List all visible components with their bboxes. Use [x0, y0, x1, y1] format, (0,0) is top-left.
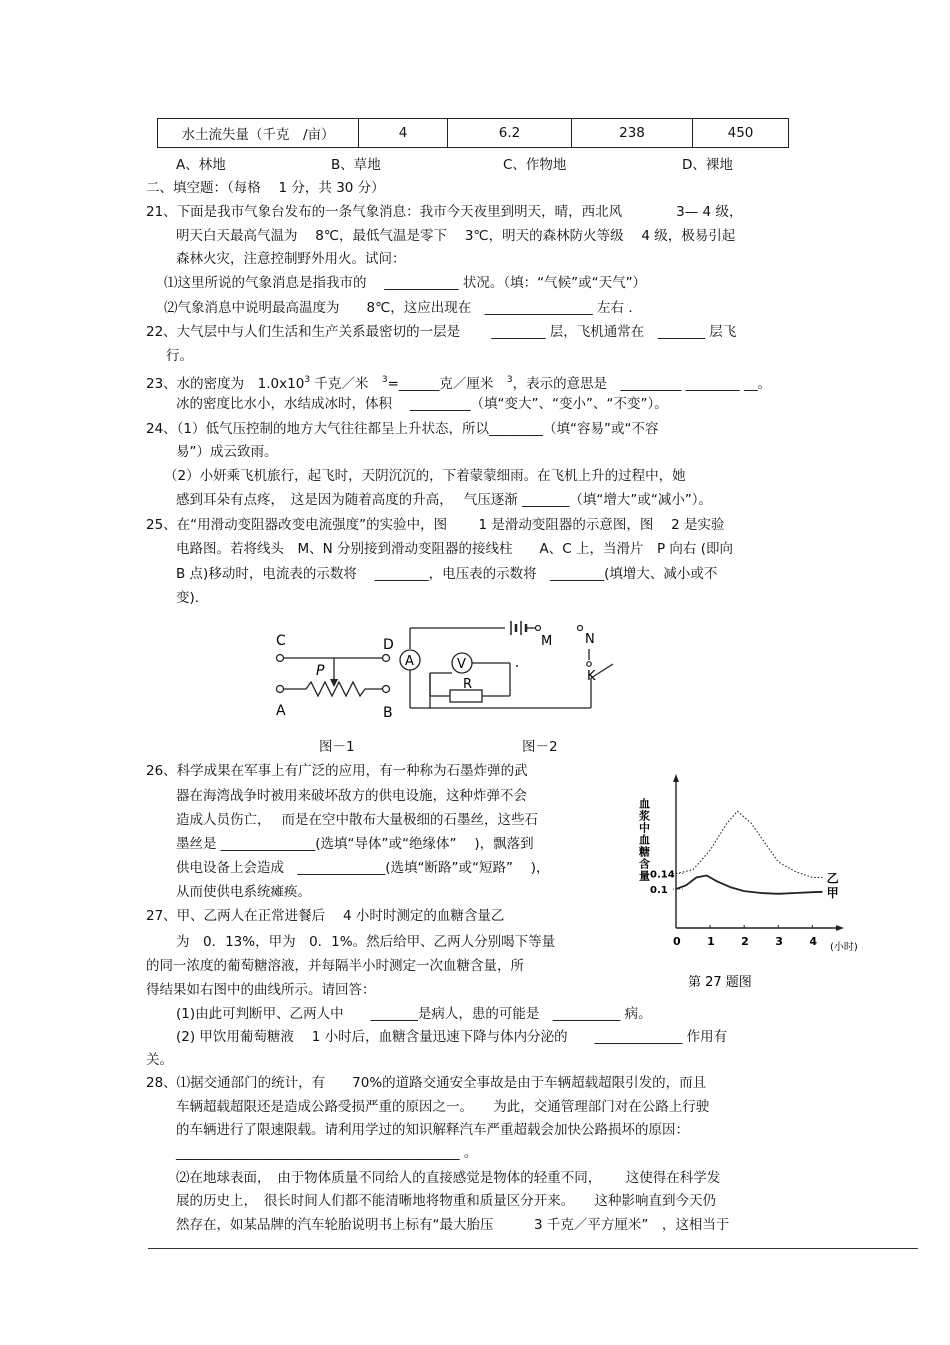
y-axis-arrow: [673, 774, 679, 782]
q26-line4: 墨丝是 ______________(选填“导体”或“绝缘体” )，飘落到: [176, 836, 534, 852]
q25-line2: 电路图。若将线头 M、N 分别接到滑动变阻器的接线柱 A、C 上，当滑片 P 向右 (即向: [176, 541, 733, 557]
q28-answer-blank: __________________________________________ 。: [176, 1145, 478, 1161]
y-axis-label: 血浆中血糖含量: [637, 798, 651, 882]
q28-line1: 28、⑴据交通部门的统计，有 70%的道路交通安全事故是由于车辆超载超限引发的，而且: [146, 1075, 707, 1091]
voltmeter-label: V: [457, 657, 466, 672]
resistor-r-label: R: [463, 677, 473, 692]
q21-sub2: ⑵气象消息中说明最高温度为 8℃，这应出现在 ________________ 左右 .: [164, 300, 633, 316]
q28-sub2-line1: ⑵在地球表面， 由于物体质量不同给人的直接感觉是物体的轻重不同， 这使得在科学发: [176, 1170, 721, 1186]
blood-sugar-chart: [626, 770, 860, 998]
q24-line4: 感到耳朵有点疼， 这是因为随着高度的升高， 气压逐渐 _______（填“增大”或“减小”）。: [176, 492, 713, 508]
table-cell: 6.2: [448, 119, 572, 147]
terminal-d-label: D: [383, 637, 394, 653]
q21-line3: 森林火灾，注意控制野外用火。试问：: [176, 251, 406, 267]
q21-line2: 明天白天最高气温为 8℃，最低气温是零下 3℃，明天的森林防火等级 4 级，极易引起: [176, 228, 736, 244]
chart-caption: 第 27 题图: [688, 975, 752, 990]
figure-1-caption: 图－1: [319, 739, 355, 755]
q27-sub1: (1)由此可判断甲、乙两人中 _______是病人，患的可能是 __________ 病。: [176, 1006, 652, 1022]
series-line-乙: [676, 811, 823, 877]
option-c: C、作物地: [503, 157, 567, 173]
q26-line6: 从而使供电系统瘫痪。: [176, 884, 311, 900]
table-cell: 450: [727, 125, 754, 141]
q27-line2: 为 0．13%，甲为 0．1%。然后给甲、乙两人分别喝下等量: [176, 934, 556, 950]
q24-line3: （2）小妍乘飞机旅行，起飞时，天阴沉沉的，下着蒙蒙细雨。在飞机上升的过程中，她: [164, 468, 686, 484]
footer-rule: [148, 1248, 918, 1249]
q27-sub2-end: 关。: [146, 1052, 173, 1068]
q28-line2: 车辆超载超限还是造成公路受损严重的原因之一。 为此，交通管理部门对在公路上行驶: [176, 1099, 710, 1115]
q21-line1: 21、下面是我市气象台发布的一条气象消息：我市今天夜里到明天，晴，西北风 3— 4 级，: [146, 204, 743, 220]
x-tick-label: 3: [775, 935, 783, 948]
figure-2-caption: 图－2: [522, 739, 558, 755]
series-label-乙: 乙: [826, 871, 839, 886]
q24-line2: 易”）成云致雨。: [176, 444, 278, 460]
switch-k-label: K: [587, 669, 596, 684]
q26-line5: 供电设备上会造成 _____________(选填“断路”或“短路” )，: [176, 860, 550, 876]
q26-line2: 器在海湾战争时被用来破坏敌方的供电设施，这种炸弹不会: [176, 788, 527, 804]
y-tick-label: 0.1: [650, 885, 668, 897]
q24-line1: 24、（1）低气压控制的地方大气往往都呈上升状态，所以________（填“容易”或“不容: [146, 421, 659, 437]
x-tick-label: 1: [707, 935, 715, 948]
q28-sub2-line2: 展的历史上， 很长时间人们都不能清晰地将物重和质量区分开来。 这种影响直到今天仍: [176, 1193, 716, 1209]
x-tick-label: 0: [673, 935, 681, 948]
x-axis-label: (小时): [830, 942, 858, 953]
series-label-甲: 甲: [826, 885, 839, 900]
figure-1-rheostat: [266, 625, 406, 725]
y-tick-label: 0.14: [650, 869, 675, 881]
q23-line1: 23、水的密度为 $1.0x10^3$ 千克／米 $^3$=______克／厘米 $^3$，表示的意思是 _________ ________ __。: [146, 375, 771, 392]
q27-sub2: (2) 甲饮用葡萄糖液 1 小时后，血糖含量迅速下降与体内分泌的 _____________ 作用有: [176, 1029, 728, 1045]
q22-line1: 22、大气层中与人们生活和生产关系最密切的一层是 ________ 层，飞机通常在 _______ 层飞: [146, 324, 737, 340]
q21-sub1: ⑴这里所说的气象消息是指我市的 ___________ 状况。（填：“气候”或“天气”）: [164, 275, 647, 291]
terminal-c-label: C: [276, 633, 286, 649]
terminal-n-label: N: [585, 632, 595, 647]
soil-loss-table: [157, 118, 789, 148]
q27-line1: 27、甲、乙两人在正常进餐后 4 小时时测定的血糖含量乙: [146, 908, 505, 924]
section-title: 二、填空题：（每格 1 分，共 30 分）: [146, 180, 385, 196]
x-axis-arrow: [836, 925, 844, 931]
terminal-a-label: A: [276, 703, 286, 719]
q27-line3: 的同一浓度的葡萄糖溶液，并每隔半小时测定一次血糖含量，所: [146, 958, 524, 974]
option-d: D、裸地: [682, 157, 733, 173]
q28-line3: 的车辆进行了限速限载。请利用学过的知识解释汽车严重超载会加快公路损坏的原因：: [176, 1122, 689, 1138]
figure-2-circuit: [395, 618, 645, 718]
table-row-label: 水土流失量（千克 /亩）: [158, 119, 359, 147]
q28-sub2-line3: 然存在，如某品牌的汽车轮胎说明书上标有“最大胎压 3 千克／平方厘米” ，这相当于: [176, 1217, 730, 1233]
q27-line4: 得结果如右图中的曲线所示。请回答：: [146, 982, 376, 998]
x-tick-label: 4: [809, 935, 818, 948]
series-line-甲: [676, 876, 823, 894]
q25-line1: 25、在“用滑动变阻器改变电流强度”的实验中，图 1 是滑动变阻器的示意图，图 2 是实验: [146, 517, 725, 533]
option-b: B、草地: [331, 157, 381, 173]
terminal-b-label: B: [383, 705, 393, 721]
x-tick-label: 2: [741, 935, 749, 948]
table-cell: 238: [572, 119, 693, 147]
slider-p-label: P: [316, 663, 325, 679]
q26-line1: 26、科学成果在军事上有广泛的应用，有一种称为石墨炸弹的武: [146, 763, 528, 779]
ammeter-label: A: [405, 654, 414, 669]
terminal-m-label: M: [541, 634, 553, 649]
q25-line3: B 点)移动时，电流表的示数将 ________，电压表的示数将 ________(填增大、减小或不: [176, 566, 718, 582]
table-cell: 4: [359, 119, 448, 147]
option-a: A、林地: [176, 157, 226, 173]
q23-line2: 冰的密度比水小，水结成冰时，体积 _________（填“变大”、“变小”、“不变”）。: [176, 396, 668, 412]
q22-line2: 行。: [166, 348, 193, 364]
q26-line3: 造成人员伤亡， 而是在空中散布大量极细的石墨丝，这些石: [176, 812, 539, 828]
q25-line4: 变).: [176, 590, 200, 606]
